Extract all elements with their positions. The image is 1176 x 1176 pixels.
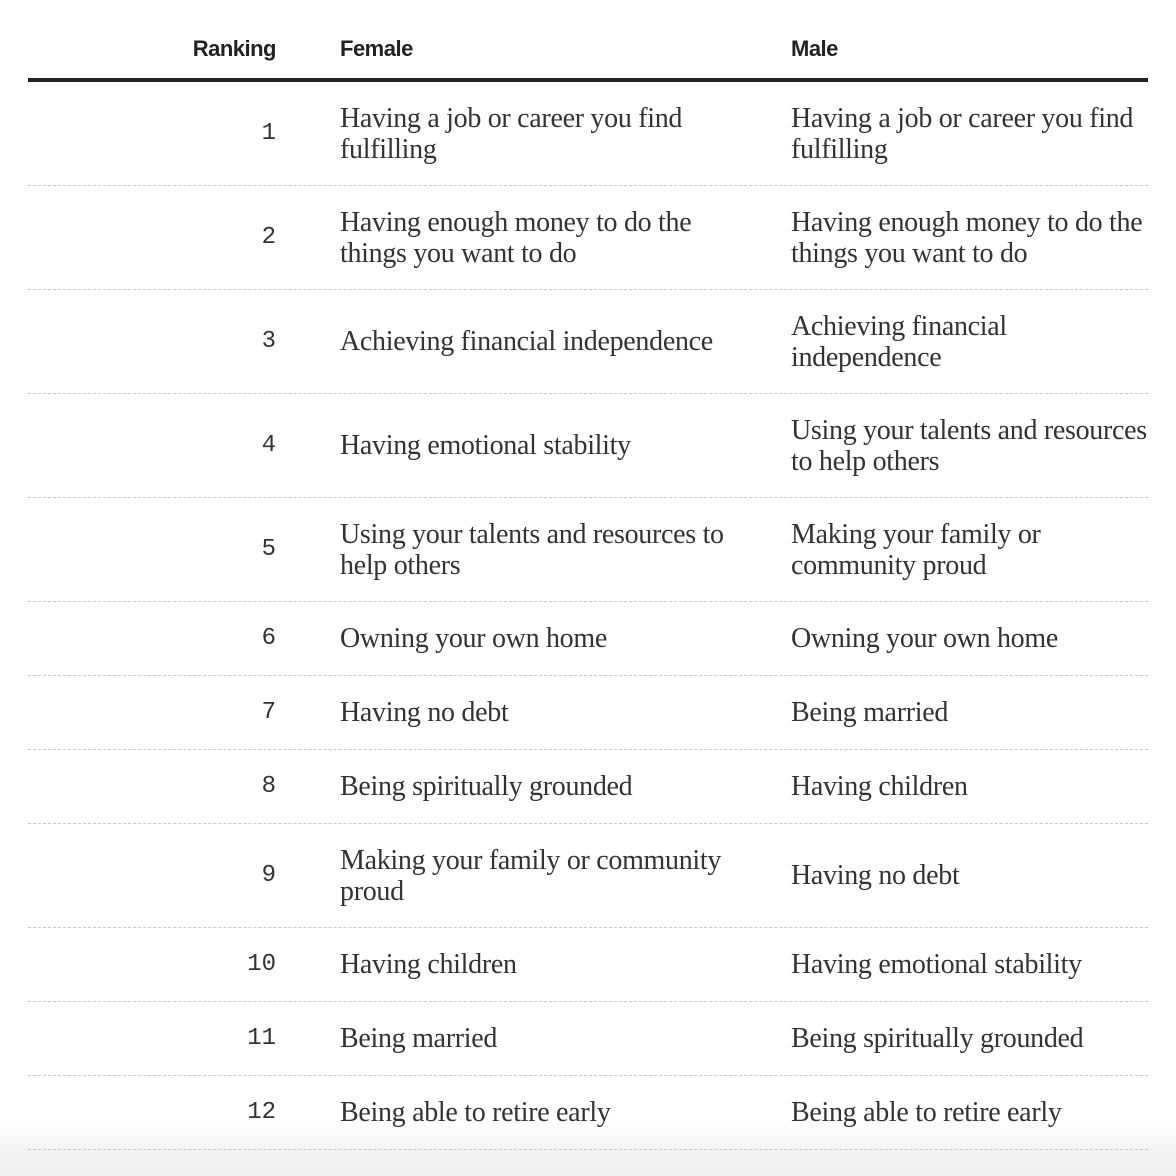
female-cell: Being married [340,1023,498,1054]
table-row [28,1076,1148,1150]
female-cell: Being spiritually grounded [340,771,633,802]
male-cell: Having a job or career you find fulfilling [791,102,1134,165]
male-cell: Having children [791,771,968,802]
table-row [28,750,1148,824]
ranking-table [28,0,1148,1150]
rank-cell: 4 [261,432,276,459]
rank-cell: 10 [247,951,276,978]
male-cell: Using your talents and resources to help others [791,414,1147,477]
female-cell: Being able to retire early [340,1097,611,1128]
rank-cell: 3 [261,328,276,355]
male-cell: Being spiritually grounded [791,1023,1084,1054]
rank-cell: 6 [261,625,276,652]
rank-cell: 7 [261,699,276,726]
rank-cell: 8 [261,773,276,800]
male-cell: Having no debt [791,860,960,891]
female-cell: Making your family or community proud [340,844,722,907]
male-cell: Being able to retire early [791,1097,1062,1128]
male-cell: Owning your own home [791,623,1058,654]
table-row [28,498,1148,602]
rank-cell: 5 [261,536,276,563]
table-row [28,290,1148,394]
table-row [28,602,1148,676]
header-female: Female [340,36,413,61]
female-cell: Achieving financial independence [340,326,713,357]
table-row [28,824,1148,928]
male-cell: Making your family or community proud [791,518,1041,581]
female-cell: Having children [340,949,517,980]
male-cell: Having emotional stability [791,949,1082,980]
rank-cell: 9 [261,862,276,889]
table-row [28,394,1148,498]
rank-cell: 1 [261,120,276,147]
female-cell: Owning your own home [340,623,607,654]
female-cell: Having emotional stability [340,430,631,461]
rank-cell: 2 [261,224,276,251]
male-cell: Having enough money to do the things you want to do [791,206,1143,269]
table-header [28,0,1148,82]
female-cell: Using your talents and resources to help others [340,518,724,581]
male-cell: Being married [791,697,949,728]
header-ranking: Ranking [192,36,276,61]
table-row [28,928,1148,1002]
table-row [28,1002,1148,1076]
rank-cell: 12 [247,1099,276,1126]
female-cell: Having no debt [340,697,509,728]
table-row [28,186,1148,290]
table-row [28,82,1148,186]
rank-cell: 11 [247,1025,276,1052]
female-cell: Having enough money to do the things you want to do [340,206,692,269]
female-cell: Having a job or career you find fulfilling [340,102,683,165]
header-male: Male [791,36,838,61]
table-row [28,676,1148,750]
male-cell: Achieving financial independence [791,310,1007,373]
